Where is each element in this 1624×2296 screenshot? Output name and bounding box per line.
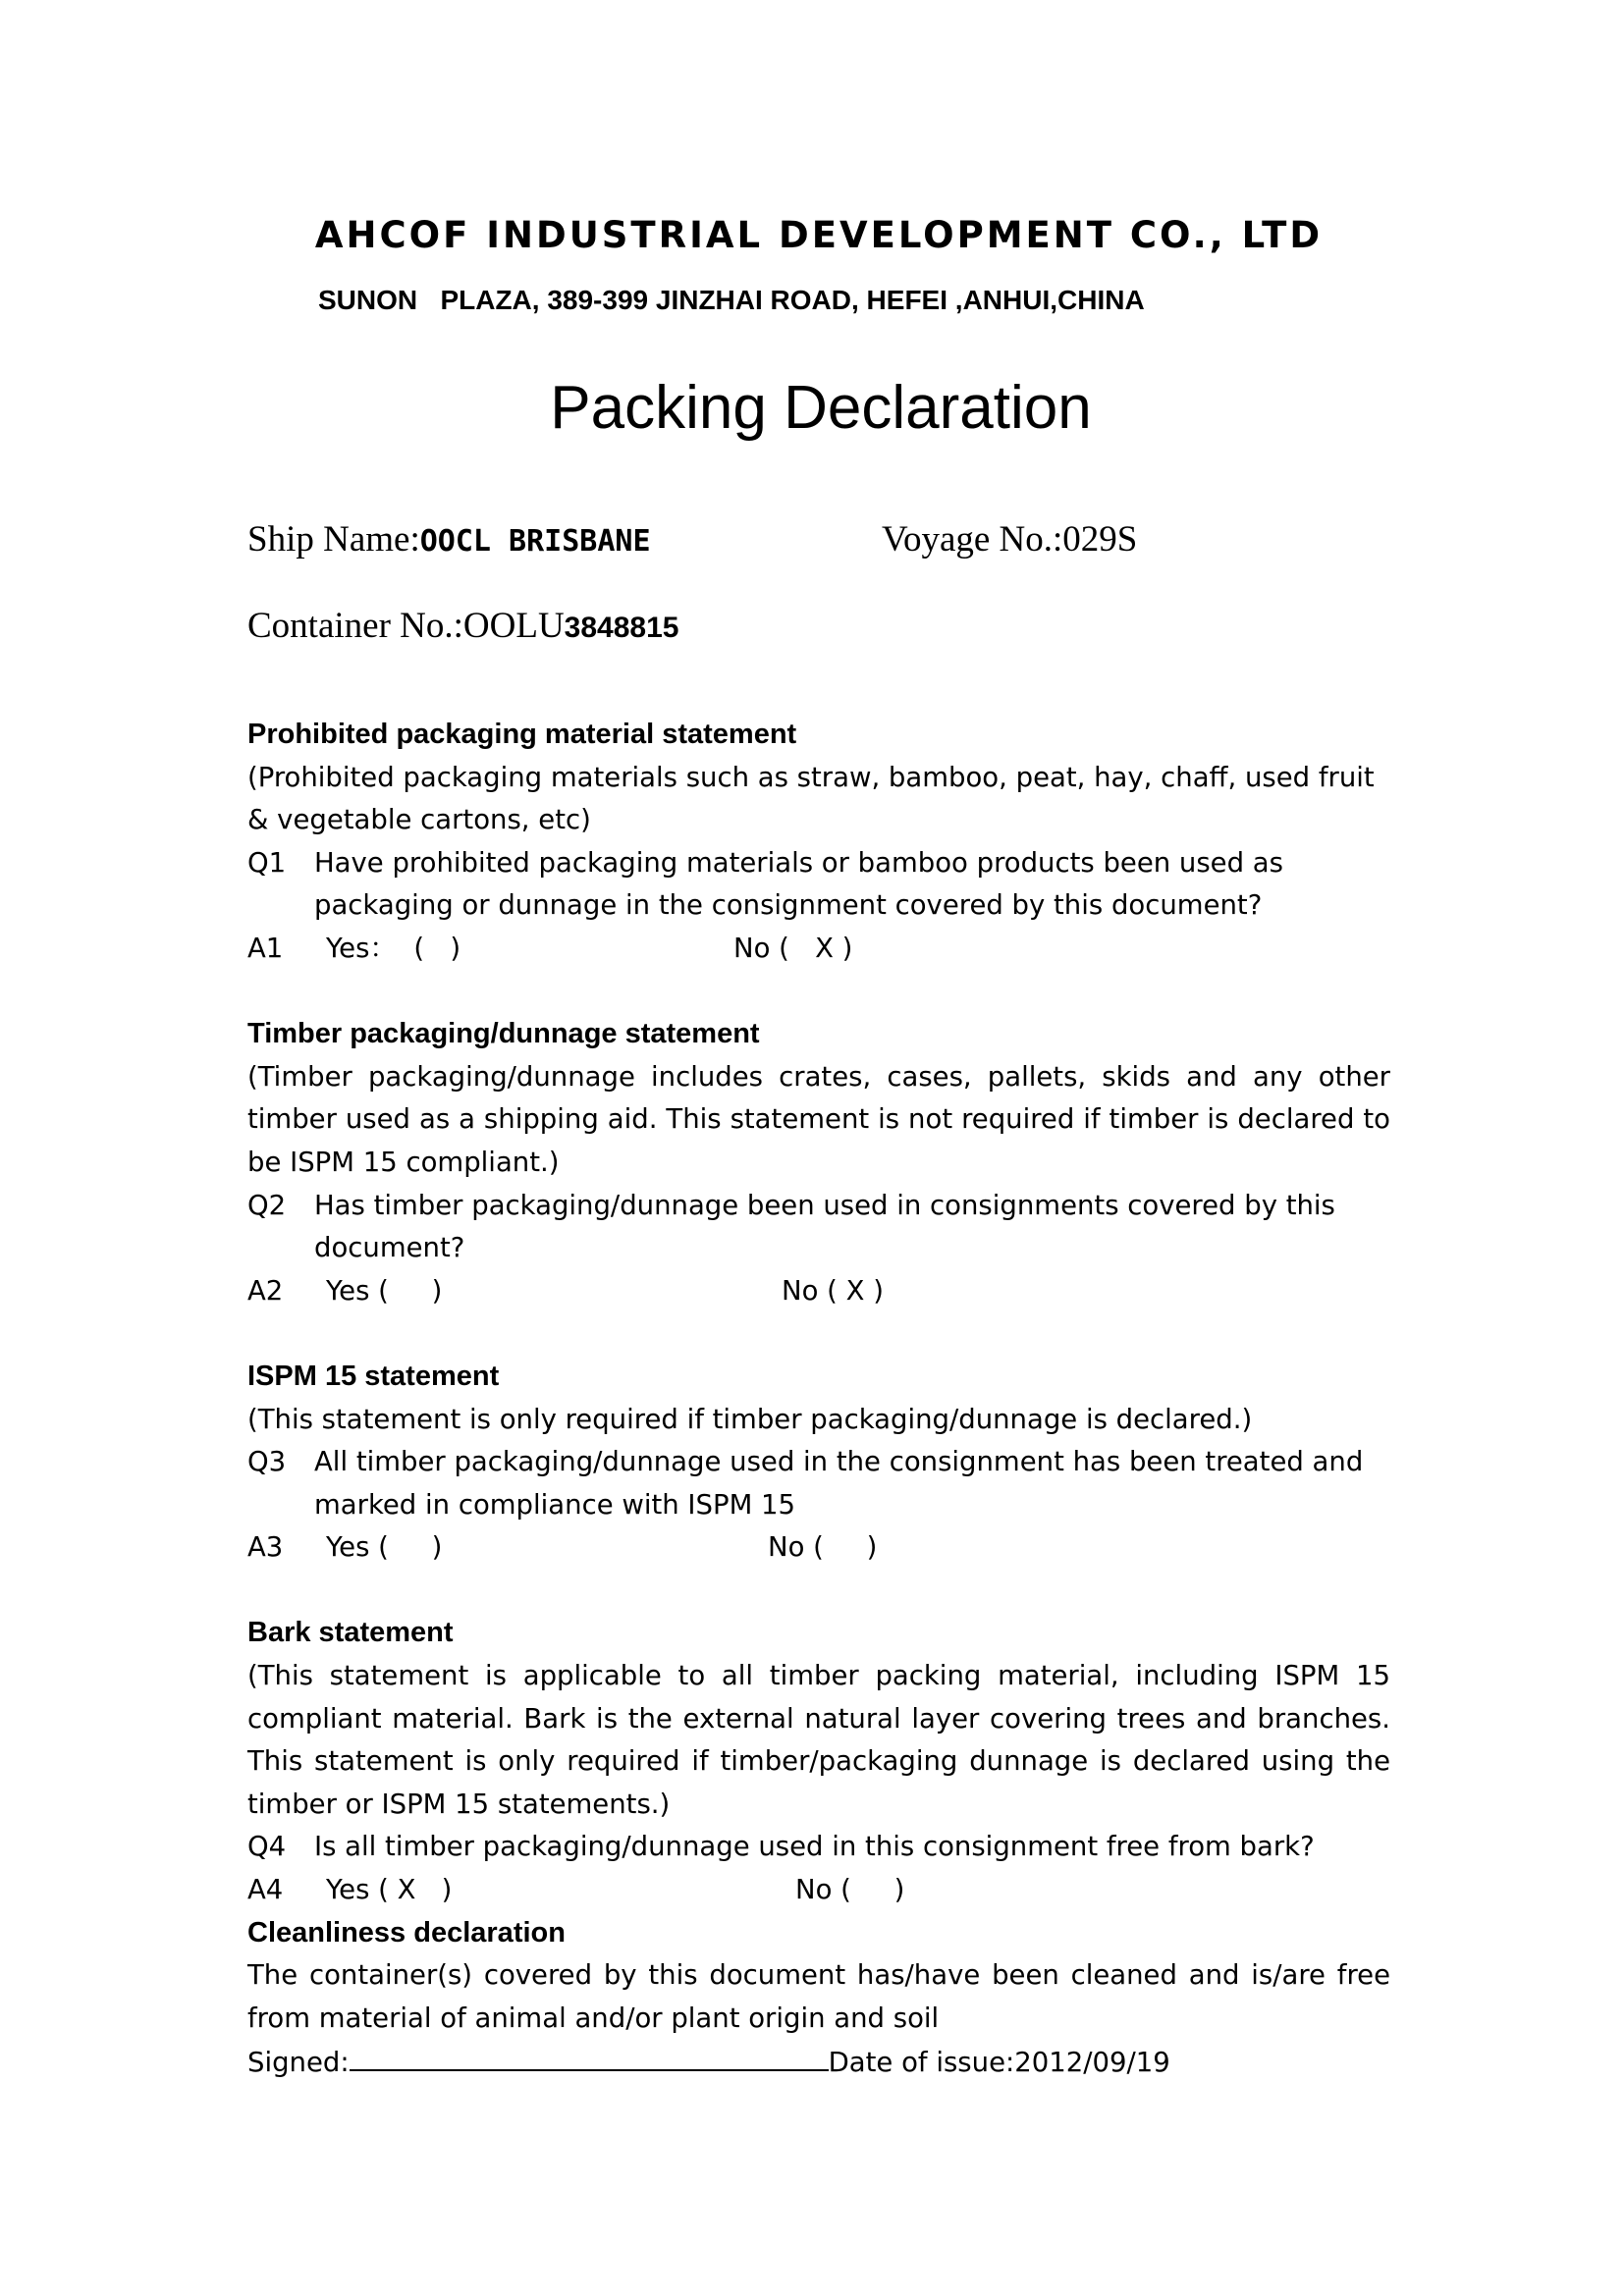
declaration-body: [247, 714, 1390, 2085]
q1-text: Have prohibited packaging materials or bamboo products been used as packaging or dunnage in the consignment covered by this document?: [314, 846, 1283, 922]
prohibited-description: (Prohibited packaging materials such as straw, bamboo, peat, hay, chaff, used fruit & vegetable cartons, etc): [247, 761, 1375, 836]
voyage-line: [882, 518, 1137, 561]
container-label: Container No.:: [247, 606, 463, 646]
ship-name-label: Ship Name:: [247, 519, 420, 560]
company-address: SUNON PLAZA, 389-399 JINZHAI ROAD, HEFEI ,ANHUI,CHINA: [318, 285, 1145, 315]
signed-label: Signed:: [247, 2047, 350, 2079]
container-digits: 3848815: [564, 612, 679, 644]
a2-number: A2: [247, 1274, 284, 1307]
document-title: Packing Declaration: [550, 374, 1092, 442]
q4-text: Is all timber packaging/dunnage used in this consignment free from bark?: [314, 1831, 1315, 1863]
container-prefix: OOLU: [462, 606, 565, 646]
a4-number: A4: [247, 1874, 284, 1906]
answer-a4: [247, 1869, 1390, 1912]
company-name: AHCOF INDUSTRIAL DEVELOPMENT CO., LTD: [314, 214, 1324, 256]
q1-number: Q1: [247, 846, 287, 879]
prohibited-heading: Prohibited packaging material statement: [247, 719, 797, 750]
answer-a3: [247, 1526, 1390, 1570]
question-q3: [247, 1441, 1390, 1526]
timber-heading: Timber packaging/dunnage statement: [247, 1018, 760, 1050]
q2-number: Q2: [247, 1189, 287, 1221]
a2-yes: Yes ( ): [326, 1274, 443, 1307]
a3-yes: Yes ( ): [326, 1531, 443, 1564]
signature-row: [247, 2040, 1390, 2085]
q4-number: Q4: [247, 1831, 287, 1863]
question-q2: [247, 1185, 1390, 1270]
bark-heading: Bark statement: [247, 1617, 454, 1649]
container-line: [247, 605, 678, 647]
a1-number: A1: [247, 932, 284, 964]
date-value: 2012/09/19: [1014, 2047, 1170, 2079]
question-q4: [247, 1826, 1390, 1869]
ispm-heading: ISPM 15 statement: [247, 1360, 500, 1392]
a3-no: No ( ): [768, 1531, 878, 1564]
ship-name-value: OOCL BRISBANE: [419, 524, 651, 559]
q3-text: All timber packaging/dunnage used in the consignment has been treated and marked in compliance with ISPM 15: [314, 1446, 1364, 1521]
a1-no: No ( X ): [733, 932, 853, 964]
a1-yes: Yes： ( ): [326, 932, 461, 964]
voyage-value: 029S: [1062, 519, 1138, 560]
timber-description: (Timber packaging/dunnage includes crates, cases, pallets, skids and any other timber used as a shipping aid. This statement is not required if timber is declared to be ISPM 15 compliant.): [247, 1060, 1390, 1178]
a2-no: No ( X ): [782, 1274, 884, 1307]
q3-number: Q3: [247, 1446, 287, 1478]
cleanliness-heading: Cleanliness declaration: [247, 1916, 566, 1949]
answer-a1: [247, 928, 1390, 971]
ispm-description: (This statement is only required if timber packaging/dunnage is declared.): [247, 1403, 1253, 1435]
a3-number: A3: [247, 1531, 284, 1564]
ship-name-line: [247, 518, 651, 561]
a4-yes: Yes ( X ): [326, 1874, 453, 1906]
date-label: Date of issue:: [828, 2047, 1015, 2079]
cleanliness-text: The container(s) covered by this document has/have been cleaned and is/are free from material of animal and/or plant origin and soil: [247, 1959, 1390, 2034]
answer-a2: [247, 1270, 1390, 1313]
bark-description: (This statement is applicable to all timber packing material, including ISPM 15 compliant material. Bark is the external natural layer covering trees and branches. This statement is only required if timber/packaging dunnage is declared using the timber or ISPM 15 statements.): [247, 1660, 1390, 1820]
q2-text: Has timber packaging/dunnage been used in consignments covered by this document?: [314, 1189, 1335, 1264]
a4-no: No ( ): [795, 1874, 905, 1906]
signature-line[interactable]: [350, 2040, 829, 2071]
question-q1: [247, 842, 1390, 928]
voyage-label: Voyage No.:: [882, 519, 1063, 560]
